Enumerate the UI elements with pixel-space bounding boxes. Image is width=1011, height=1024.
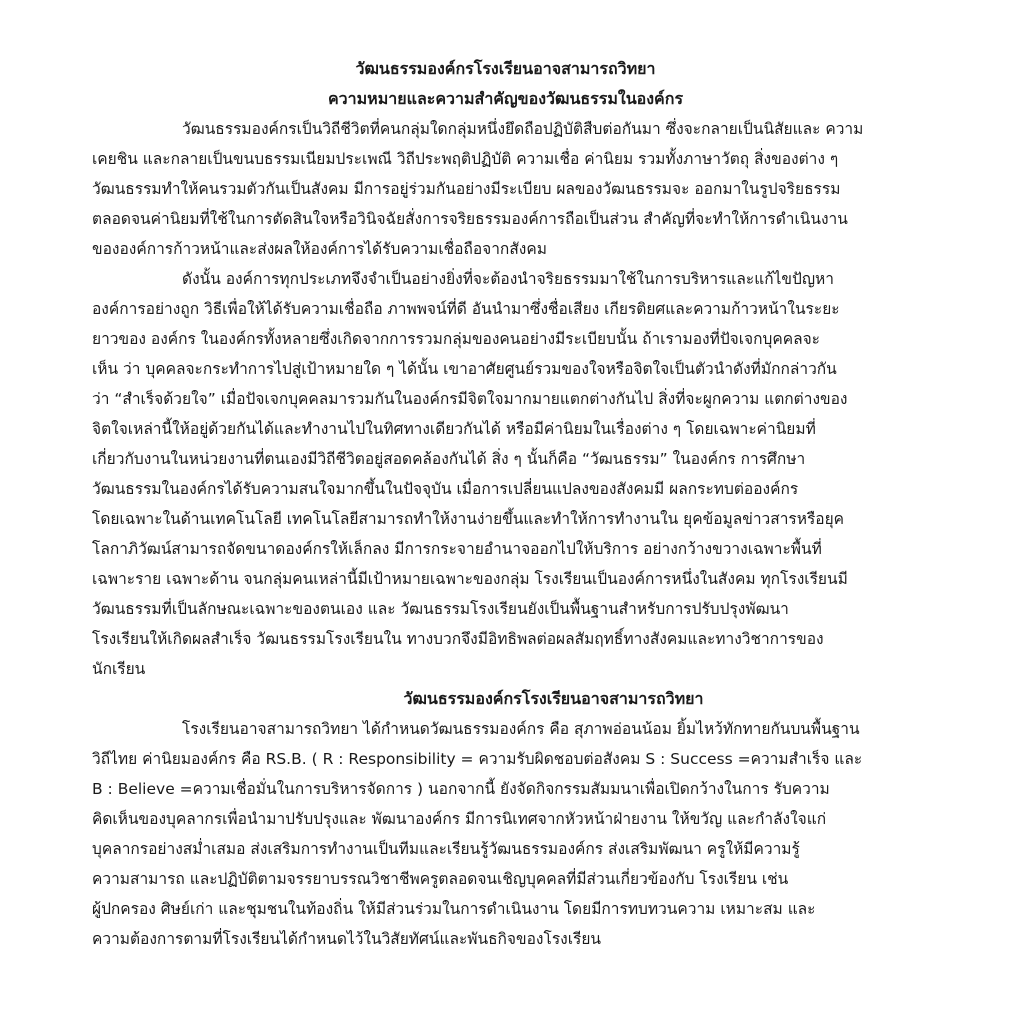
paragraph-line: วัฒนธรรมในองค์กรได้รับความสนใจมากขึ้นในปัจจุบัน เมื่อการเปลี่ยนแปลงของสังคมมี ผลกระทบต่อองค์กร bbox=[92, 480, 799, 498]
paragraph-line: ขององค์การก้าวหน้าและส่งผลให้องค์การได้รับความเชื่อถือจากสังคม bbox=[92, 240, 547, 258]
paragraph-line: ยาวของ องค์กร ในองค์กรทั้งหลายซึ่งเกิดจากการรวมกลุ่มของคนอย่างมีระเบียบนั้น ถ้าเรามองที่ปัจเจกบุคคลจะ bbox=[92, 330, 820, 348]
paragraph-line: วัฒนธรรมทำให้คนรวมตัวกันเป็นสังคม มีการอยู่ร่วมกันอย่างมีระเบียบ ผลของวัฒนธรรมจะ ออกมาในรูปจริยธรรม bbox=[92, 180, 841, 198]
paragraph-line: เห็น ว่า บุคคลจะกระทำการไปสู่เป้าหมายใด ๆ ได้นั้น เขาอาศัยศูนย์รวมของใจหรือจิตใจเป็นตัวนำดังที่มักกล่าวกัน bbox=[92, 360, 837, 378]
paragraph-line: วัฒนธรรมที่เป็นลักษณะเฉพาะของตนเอง และ วัฒนธรรมโรงเรียนยังเป็นพื้นฐานสำหรับการปรับปรุงพัฒนา bbox=[92, 600, 789, 618]
paragraph-line: ความสามารถ และปฏิบัติตามจรรยาบรรณวิชาชีพครูตลอดจนเชิญบุคคลที่มีส่วนเกี่ยวข้องกับ โรงเรียน เช่น bbox=[92, 870, 789, 888]
section-heading: วัฒนธรรมองค์กรโรงเรียนอาจสามารถวิทยา bbox=[403, 689, 704, 708]
document-subtitle: ความหมายและความสำคัญของวัฒนธรรมในองค์กร bbox=[327, 89, 684, 108]
paragraph-line: เฉพาะราย เฉพาะด้าน จนกลุ่มคนเหล่านี้มีเป้าหมายเฉพาะของกลุ่ม โรงเรียนเป็นองค์การหนึ่งในสังคม ทุกโรงเรียนมี bbox=[92, 570, 848, 588]
paragraph-line: โลกาภิวัฒน์สามารถจัดขนาดองค์กรให้เล็กลง มีการกระจายอำนาจออกไปให้บริการ อย่างกว้างขวางเฉพาะพื้นที่ bbox=[92, 540, 822, 558]
paragraph-line: วิถีไทย ค่านิยมองค์กร คือ RS.B. ( R : Responsibility = ความรับผิดชอบต่อสังคม S : Success =ความสำเร็จ และ bbox=[92, 750, 863, 768]
paragraph-line: นักเรียน bbox=[92, 660, 146, 678]
paragraph-line: ผู้ปกครอง ศิษย์เก่า และชุมชนในท้องถิ่น ให้มีส่วนร่วมในการดำเนินงาน โดยมีการทบทวนความ เหมาะสม และ bbox=[92, 900, 816, 918]
paragraph-line: จิตใจเหล่านี้ให้อยู่ด้วยกันได้และทำงานไปในทิศทางเดียวกันได้ หรือมีค่านิยมในเรื่องต่าง ๆ โดยเฉพาะค่านิยมที่ bbox=[92, 420, 816, 438]
paragraph-line: ความต้องการตามที่โรงเรียนได้กำหนดไว้ในวิสัยทัศน์และพันธกิจของโรงเรียน bbox=[92, 930, 602, 948]
paragraph-line: โดยเฉพาะในด้านเทคโนโลยี เทคโนโลยีสามารถทำให้งานง่ายขึ้นและทำให้การทำงานใน ยุคข้อมูลข่าวสารหรือยุค bbox=[92, 510, 845, 528]
paragraph-line: โรงเรียนให้เกิดผลสำเร็จ วัฒนธรรมโรงเรียนใน ทางบวกจึงมีอิทธิพลต่อผลสัมฤทธิ์ทางสังคมและทางวิชาการของ bbox=[92, 630, 824, 648]
paragraph-line: B : Believe =ความเชื่อมั่นในการบริหารจัดการ ) นอกจากนี้ ยังจัดกิจกรรมสัมมนาเพื่อเปิดกว้างในการ รับความ bbox=[92, 780, 830, 798]
paragraph-line: วัฒนธรรมองค์กรเป็นวิถีชีวิตที่คนกลุ่มใดกลุ่มหนึ่งยึดถือปฏิบัติสืบต่อกันมา ซึ่งจะกลายเป็นนิสัยและ ความ bbox=[182, 120, 864, 138]
paragraph-line: ว่า “สำเร็จด้วยใจ” เมื่อปัจเจกบุคคลมารวมกันในองค์กรมีจิตใจมากมายแตกต่างกันไป สิ่งที่จะผูกความ แตกต่างของ bbox=[92, 390, 848, 408]
paragraph-line: คิดเห็นของบุคลากรเพื่อนำมาปรับปรุงและ พัฒนาองค์กร มีการนิเทศจากหัวหน้าฝ่ายงาน ให้ขวัญ และกำลังใจแก่ bbox=[92, 810, 827, 828]
paragraph-line: ตลอดจนค่านิยมที่ใช้ในการตัดสินใจหรือวินิจฉัยสั่งการจริยธรรมองค์การถือเป็นส่วน สำคัญที่จะทำให้การดำเนินงาน bbox=[92, 210, 848, 228]
paragraph-line: องค์การอย่างถูก วิธีเพื่อให้ได้รับความเชื่อถือ ภาพพจน์ที่ดี อันนำมาซึ่งชื่อเสียง เกียรติยศและความก้าวหน้าในระยะ bbox=[92, 300, 840, 318]
paragraph-line: ดังนั้น องค์การทุกประเภทจึงจำเป็นอย่างยิ่งที่จะต้องนำจริยธรรมมาใช้ในการบริหารและแก้ไขปัญหา bbox=[182, 270, 834, 288]
document-title: วัฒนธรรมองค์กรโรงเรียนอาจสามารถวิทยา bbox=[355, 59, 656, 78]
paragraph-line: เคยชิน และกลายเป็นขนบธรรมเนียมประเพณี วิถีประพฤติปฏิบัติ ความเชื่อ ค่านิยม รวมทั้งภาษาวัตถุ สิ่งของต่าง ๆ bbox=[92, 150, 839, 168]
paragraph-line: เกี่ยวกับงานในหน่วยงานที่ตนเองมีวิถีชีวิตอยู่สอดคล้องกันได้ สิ่ง ๆ นั้นก็คือ “วัฒนธรรม” ในองค์กร การศึกษา bbox=[92, 450, 806, 468]
paragraph-line: โรงเรียนอาจสามารถวิทยา ได้กำหนดวัฒนธรรมองค์กร คือ สุภาพอ่อนน้อม ยิ้มไหว้ทักทายกันบนพื้นฐาน bbox=[182, 720, 860, 738]
paragraph-line: บุคลากรอย่างสม่ำเสมอ ส่งเสริมการทำงานเป็นทีมและเรียนรู้วัฒนธรรมองค์กร ส่งเสริมพัฒนา ครูให้มีความรู้ bbox=[92, 840, 800, 858]
